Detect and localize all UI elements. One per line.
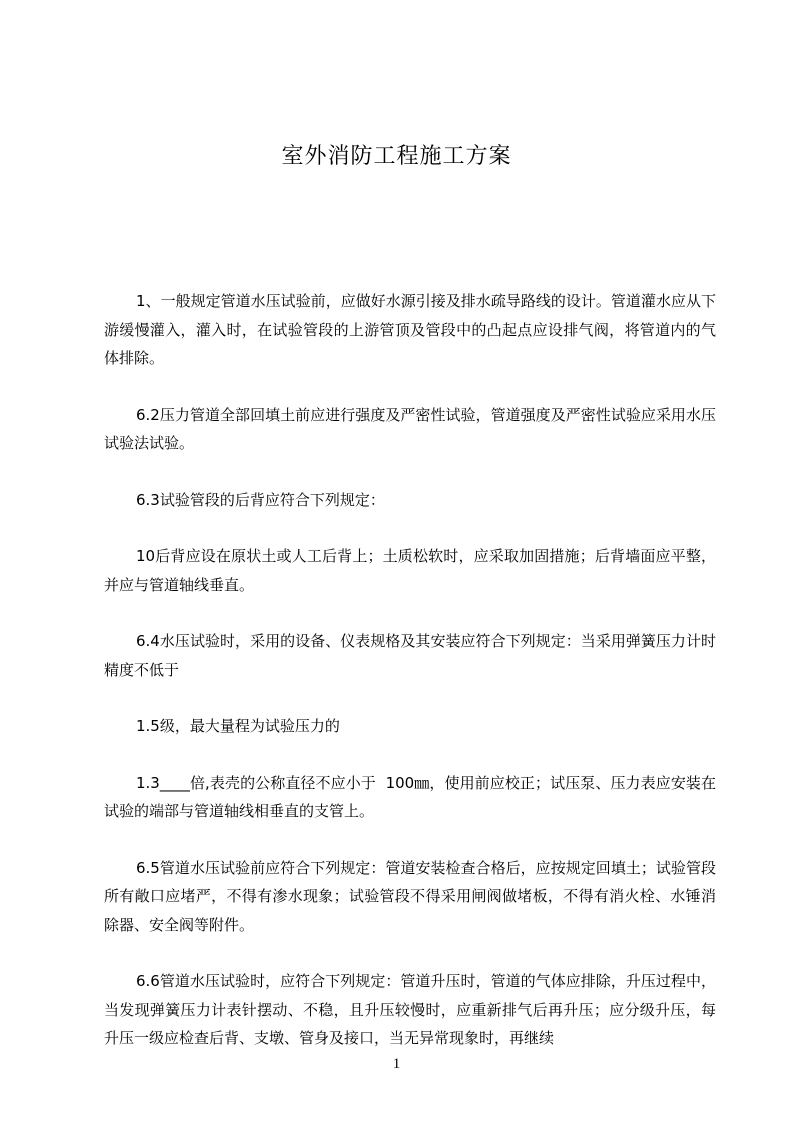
paragraph-6-4: 6.4水压试验时，采用的设备、仪表规格及其安装应符合下列规定：当采用弹簧压力计时精度不低于 xyxy=(104,632,716,679)
page-number: 1 xyxy=(392,1056,401,1072)
paragraph-6-2: 6.2压力管道全部回填土前应进行强度及严密性试验，管道强度及严密性试验应采用水压试验法试验。 xyxy=(104,405,716,452)
paragraph-1-3: 1.3____倍,表壳的公称直径不应小于 100㎜，使用前应校正；试压泵、压力表应安装在试验的端部与管道轴线相垂直的支管上。 xyxy=(104,773,716,820)
document-title: 室外消防工程施工方案 xyxy=(281,144,512,169)
paragraph-6-6: 6.6管道水压试验时，应符合下列规定：管道升压时，管道的气体应排除，升压过程中，当发现弹簧压力计表针摆动、不稳，且升压较慢时，应重新排气后再升压；应分级升压，每升压一级应检查后背、支墩、管身及接口，当无异常现象时，再继续 xyxy=(104,972,716,1047)
paragraph-1-5: 1.5级，最大量程为试验压力的 xyxy=(136,717,340,735)
document-body xyxy=(104,287,716,1081)
paragraph-10: 10后背应设在原状土或人工后背上；土质松软时，应采取加固措施；后背墙面应平整，并应与管道轴线垂直。 xyxy=(104,547,716,594)
paragraph-6-3: 6.3试验管段的后背应符合下列规定： xyxy=(136,490,385,509)
paragraph-1: 1、一般规定管道水压试验前，应做好水源引接及排水疏导路线的设计。管道灌水应从下游缓慢灌入，灌入时，在试验管段的上游管顶及管段中的凸起点应设排气阀，将管道内的气体排除。 xyxy=(104,292,716,367)
paragraph-6-5: 6.5管道水压试验前应符合下列规定：管道安装检查合格后，应按规定回填土；试验管段所有敞口应堵严，不得有渗水现象；试验管段不得采用闸阀做堵板，不得有消火栓、水锤消除器、安全阀等附件。 xyxy=(104,858,716,934)
